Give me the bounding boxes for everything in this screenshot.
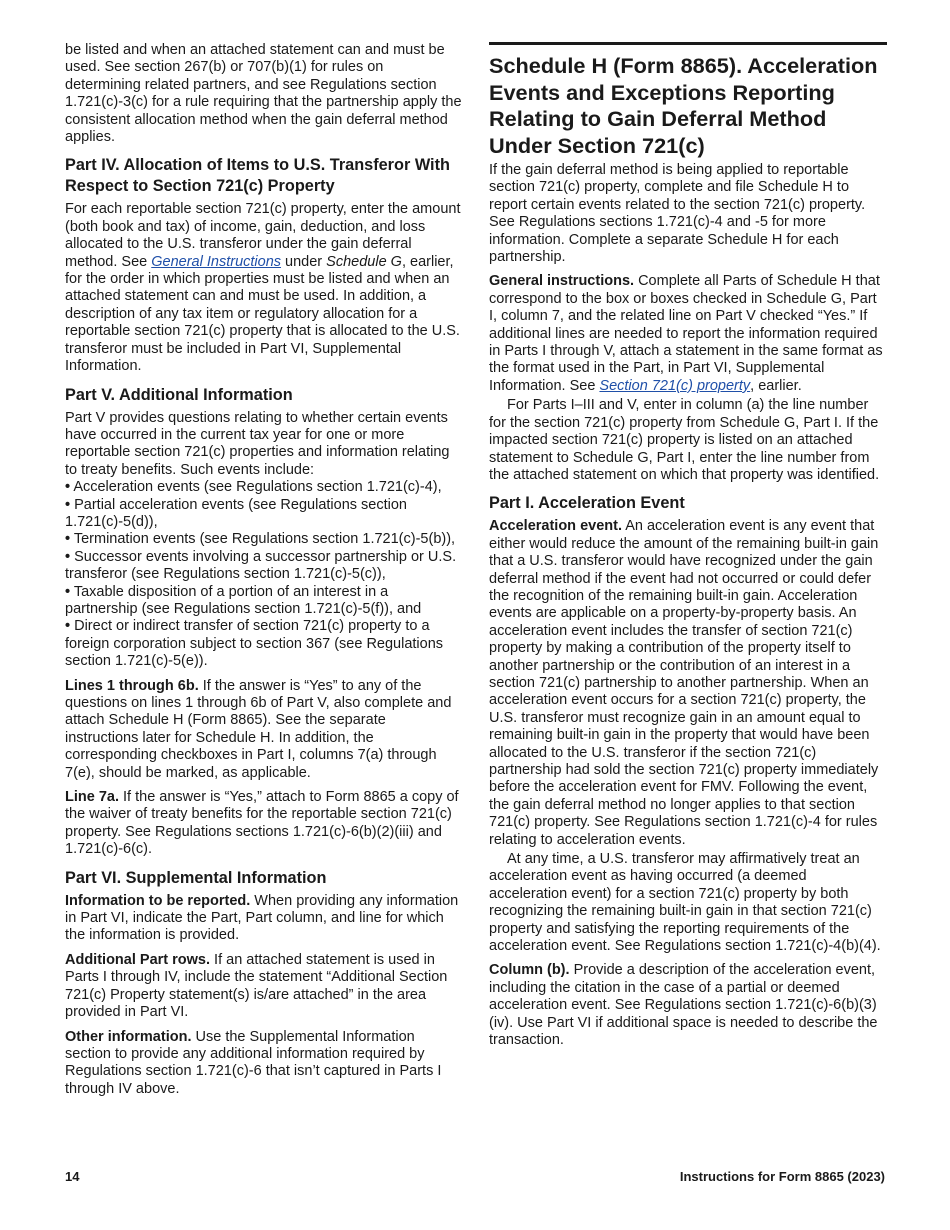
bullet-icon: • — [65, 496, 71, 513]
other-info-text: Use the Supplemental Information section to provide any additional information required by Regulations section 1.721(c)-6 that isn’t captured in Parts I through IV above. — [65, 1028, 442, 1097]
part4-paragraph — [65, 201, 463, 375]
events-list — [65, 479, 463, 670]
parts-column-a-paragraph: For Parts I–III and V, enter in column (a) the line number for the section 721(c) property from Schedule G, Part I. If the impacted section 721(c) property is listed on an attached statement to Schedule G, Part I, enter the line number from the attached statement on which that property was identified. — [489, 397, 880, 483]
other-info-paragraph — [65, 1029, 463, 1099]
bullet-icon: • — [65, 531, 71, 548]
list-item-text: Termination events (see Regulations section 1.721(c)-5(b)), — [73, 531, 456, 548]
general-instructions-text: Complete all Parts of Schedule H that correspond to the box or boxes checked in Schedule G, Part I, column 7, and the related line on Part V checked “Yes.” If additional lines are needed to report the information required in Parts I through V, attach a statement in the same format as the format used in the Part, in Part VI, Supplemental Information. See — [489, 273, 883, 394]
list-item-text: Successor events involving a successor partnership or U.S. transferor (see Regulations section 1.721(c)-5(c)), — [65, 548, 457, 583]
continued-paragraph: be listed and when an attached statement can and must be used. See section 267(b) or 707(b)(1) for rules on determining related partners, and see Regulations section 1.721(c)-3(c) for a rule requiring that the partnership apply the consistent allocation method when the gain deferral method applies. — [65, 42, 462, 146]
part1-heading: Part I. Acceleration Event — [489, 494, 685, 513]
line-7a-paragraph — [65, 789, 463, 859]
part4-text-a: For each reportable section 721(c) property, enter the amount (both book and tax) of income, gain, deduction, and loss allocated to the U.S. transferor under the gain deferral method. See — [65, 201, 461, 270]
column-b-text: Provide a description of the acceleration event, including the citation in the case of a partial or deemed acceleration event. See Regulations section 1.721(c)-6(b)(3)(iv). Use Part VI if additional space is needed to describe the transaction. — [489, 962, 878, 1049]
part4-text-b: under — [281, 253, 327, 270]
list-item-text: Taxable disposition of a portion of an interest in a partnership (see Regulations section 1.721(c)-5(f)), and — [65, 583, 422, 617]
additional-rows-text: If an attached statement is used in Parts I through IV, include the statement “Additional Section 721(c) Property statement(s) is/are attached” in the area provided in Part VI. — [65, 951, 448, 1021]
info-reported-paragraph — [65, 893, 463, 945]
general-instructions-lead: General instructions. — [489, 273, 635, 290]
part5-heading: Part V. Additional Information — [65, 385, 293, 404]
line-7a-lead: Line 7a. — [65, 789, 119, 806]
additional-rows-lead: Additional Part rows. — [65, 951, 211, 968]
list-item — [65, 584, 463, 619]
part4-text-c: , earlier, for the order in which properties must be listed and when an attached statement can and must be used. In addition, a description of any tax item or regulatory allocation for a reportable section 721(c) property that is allocated to the U.S. transferor must be included in Part VI, Supplemental Information. — [65, 253, 460, 375]
list-item — [65, 479, 463, 496]
general-instructions-paragraph — [489, 273, 887, 395]
list-item — [65, 549, 463, 584]
bullet-icon: • — [65, 583, 71, 600]
list-item — [65, 497, 463, 532]
list-item — [65, 618, 463, 670]
page-number: 14 — [65, 1169, 80, 1184]
footer-doc-title: Instructions for Form 8865 (2023) — [679, 1169, 885, 1184]
part6-heading: Part VI. Supplemental Information — [65, 868, 327, 887]
acceleration-event-lead: Acceleration event. — [489, 518, 622, 535]
column-b-paragraph — [489, 962, 887, 1049]
lines-1-6b-text: If the answer is “Yes” to any of the questions on lines 1 through 6b of Part V, also complete and attach Schedule H (Form 8865). See the separate instructions later for Schedule H. In addition, the corresponding checkboxes in Part I, columns 7(a) through 7(e), should be marked, as applicable. — [65, 677, 452, 781]
acceleration-event-paragraph — [489, 518, 887, 849]
general-instructions-link[interactable]: General Instructions — [151, 253, 282, 270]
bullet-icon: • — [65, 548, 71, 565]
lines-1-6b-paragraph — [65, 678, 463, 782]
schedule-h-intro: If the gain deferral method is being applied to reportable section 721(c) property, complete and file Schedule H to report certain events related to the section 721(c) property. See Regulations sections 1.721(c)-4 and -5 for more information. Complete a separate Schedule H for each partnership. — [489, 162, 866, 266]
list-item-text: Direct or indirect transfer of section 721(c) property to a foreign corporation subject to section 367 (see Regulations section 1.721(c)-5(e)). — [65, 618, 444, 670]
acceleration-event-text: An acceleration event is any event that either would reduce the amount of the remaining built-in gain that a U.S. transferor would have recognized under the gain deferral method if the event had not occurred or could defer the recognition of the remaining built-in gain. Acceleration events are applicable on a property-by-property basis. An acceleration event includes the transfer of section 721(c) property by making a contribution of the property itself to another partnership or the contribution of an interest in a section 721(c) partnership to another partnership. When an acceleration event occurs for a section 721(c) property, the U.S. transferor must recognize gain in an amount equal to remaining built-in gain in the property that would have been allocated to the U.S. transferor if the section 721(c) partnership had sold the section 721(c) property immediately before the acceleration event for FMV. Following the event, the gain deferral method no longer applies to that section 721(c) property. See Regulations section 1.721(c)-4 for rules relating to acceleration events. — [489, 518, 879, 848]
schedule-h-title: Schedule H (Form 8865). Acceleration Events and Exceptions Reporting Relating to Gain Deferral Method Under Section 721(c) — [489, 53, 878, 158]
right-column — [489, 42, 887, 1057]
line-7a-text: If the answer is “Yes,” attach to Form 8865 a copy of the waiver of treaty benefits for the reportable section 721(c) property. See Regulations sections 1.721(c)-6(b)(2)(iii) and 1.721(c)-6(c). — [65, 789, 459, 858]
bullet-icon: • — [65, 618, 71, 635]
deemed-acceleration-paragraph: At any time, a U.S. transferor may affirmatively treat an acceleration event as having occurred (a deemed acceleration event) for a section 721(c) property by both recognizing the remaining built-in gain in that section 721(c) property and satisfying the reporting requirements of the acceleration event. See Regulations section 1.721(c)-4(b)(4). — [489, 851, 881, 955]
section-721c-property-link[interactable]: Section 721(c) property — [599, 377, 751, 394]
bullet-icon: • — [65, 479, 71, 496]
list-item — [65, 531, 463, 548]
left-column — [65, 42, 463, 1105]
other-info-lead: Other information. — [65, 1028, 192, 1045]
general-instructions-text-end: , earlier. — [750, 377, 802, 394]
list-item-text: Acceleration events (see Regulations section 1.721(c)-4), — [73, 479, 442, 496]
additional-rows-paragraph — [65, 952, 463, 1022]
part4-heading: Part IV. Allocation of Items to U.S. Transferor With Respect to Section 721(c) Property — [65, 156, 450, 196]
list-item-text: Partial acceleration events (see Regulations section 1.721(c)-5(d)), — [65, 496, 407, 530]
info-reported-text: When providing any information in Part VI, indicate the Part, Part column, and line for which the information is provided. — [65, 892, 459, 944]
info-reported-lead: Information to be reported. — [65, 892, 251, 909]
column-b-lead: Column (b). — [489, 962, 570, 979]
part5-intro: Part V provides questions relating to whether certain events have occurred in the current tax year for one or more reportable section 721(c) properties and information relating to treaty benefits. Such events include: — [65, 409, 450, 478]
schedule-g-ref: Schedule G — [326, 253, 402, 270]
lines-1-6b-lead: Lines 1 through 6b. — [65, 677, 199, 694]
